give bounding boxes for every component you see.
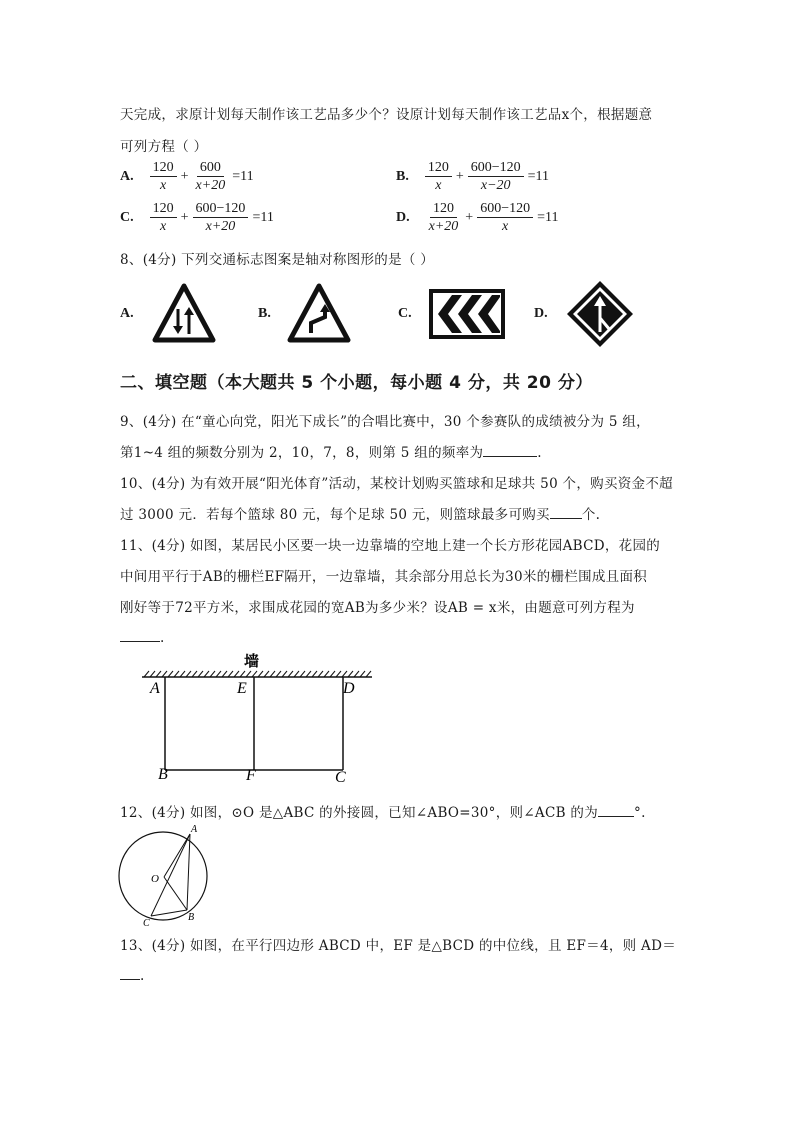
hatch-stroke — [270, 671, 275, 677]
hatch-stroke — [180, 671, 185, 677]
winding-road-sign-icon[interactable] — [287, 283, 351, 343]
q13-line-2: . — [120, 965, 145, 984]
fraction: $\frac{600}{x+20}$ — [195, 160, 226, 193]
q11-line-1: 11、(4分) 如图，某居民小区要一块一边靠墙的空地上建一个长方形花园ABCD，花园的 — [120, 538, 661, 554]
q8-option-d-label[interactable]: D. — [534, 306, 548, 321]
hatch-stroke — [348, 671, 353, 677]
hatch-stroke — [156, 671, 161, 677]
hatch-stroke — [282, 671, 287, 677]
hatch-stroke — [300, 671, 305, 677]
hatch-stroke — [150, 671, 155, 677]
hatch-stroke — [288, 671, 293, 677]
q9-line-2: 第1~4 组的频数分别为 2，10，7，8，则第 5 组的频率为 . — [120, 441, 542, 461]
answer-blank[interactable] — [120, 965, 140, 980]
q9-line-1: 9、(4分) 在“童心向党，阳光下成长”的合唱比赛中，30 个参赛队的成绩被分为 5 组， — [120, 414, 650, 430]
fraction: $\frac{120}{x}$ — [150, 201, 177, 234]
hatch-stroke — [228, 671, 233, 677]
q11-line-2: 中间用平行于AB的栅栏EF隔开，一边靠墙，其余部分用总长为30米的栅栏围成且面积 — [120, 569, 648, 585]
q7-option-a[interactable]: A. $\frac{120}{x}$ + $\frac{600}{x+20}$ =11 — [120, 160, 254, 193]
point-b-label: B — [158, 766, 168, 783]
q10-line-2: 过 3000 元．若每个篮球 80 元，每个足球 50 元，则篮球最多可购买 个. — [120, 503, 600, 523]
q7-option-d[interactable]: D. $\frac{120}{x+20}$ + $\frac{600-120}{x}$ =11 — [396, 201, 559, 234]
hatch-stroke — [198, 671, 203, 677]
hatch-stroke — [246, 671, 251, 677]
q13-line-1: 13、(4分) 如图，在平行四边形 ABCD 中，EF 是△BCD 的中位线，且 EF＝4，则 AD＝ — [120, 938, 677, 954]
hatch-stroke — [360, 671, 365, 677]
fraction: $\frac{120}{x}$ — [150, 160, 177, 193]
q10-line-1: 10、(4分) 为有效开展“阳光体育”活动，某校计划购买篮球和足球共 50 个，购买资金不超 — [120, 476, 673, 492]
hatch-stroke — [336, 671, 341, 677]
point-e-label: E — [237, 680, 247, 697]
hatch-stroke — [192, 671, 197, 677]
q7-option-b[interactable]: B. $\frac{120}{x}$ + $\frac{600-120}{x-20}$ =11 — [396, 160, 550, 193]
wall-label: 墙 — [244, 652, 260, 670]
hatch-stroke — [276, 671, 281, 677]
hatch-stroke — [354, 671, 359, 677]
hatch-stroke — [186, 671, 191, 677]
hatch-stroke — [168, 671, 173, 677]
hatch-stroke — [342, 671, 347, 677]
section-heading: 二、填空题（本大题共 5 个小题，每小题 4 分，共 20 分） — [120, 373, 593, 393]
fraction: $\frac{600-120}{x-20}$ — [468, 160, 524, 193]
q11-line-4: . — [120, 627, 165, 646]
point-a-label: A — [150, 680, 160, 697]
point-c-label: C — [143, 918, 150, 928]
point-b-label: B — [188, 912, 195, 923]
q8-option-b-label[interactable]: B. — [258, 306, 271, 321]
garden-fence-diagram — [140, 650, 380, 790]
hatch-stroke — [174, 671, 179, 677]
point-a-label: A — [191, 824, 198, 835]
hatch-stroke — [144, 671, 149, 677]
chevron-direction-sign-icon[interactable] — [428, 288, 506, 340]
hatch-stroke — [222, 671, 227, 677]
hatch-stroke — [204, 671, 209, 677]
hatch-stroke — [162, 671, 167, 677]
hatch-stroke — [210, 671, 215, 677]
fraction: $\frac{600-120}{x}$ — [477, 201, 533, 234]
q7-option-c[interactable]: C. $\frac{120}{x}$ + $\frac{600-120}{x+20}$ =11 — [120, 201, 274, 234]
answer-blank[interactable] — [483, 442, 537, 457]
hatch-stroke — [240, 671, 245, 677]
point-f-label: F — [246, 767, 256, 784]
q12-text: 12、(4分) 如图，⊙O 是△ABC 的外接圆，已知∠ABO=30°，则∠ACB 的为 °. — [120, 801, 646, 821]
circumcircle-diagram — [115, 820, 215, 928]
q8-stem: 8、(4分) 下列交通标志图案是轴对称图形的是（ ） — [120, 252, 435, 268]
hatch-stroke — [294, 671, 299, 677]
hatch-stroke — [366, 671, 371, 677]
hatch-stroke — [264, 671, 269, 677]
point-d-label: D — [343, 680, 355, 697]
fraction: $\frac{120}{x}$ — [425, 160, 452, 193]
q8-option-c-label[interactable]: C. — [398, 306, 412, 321]
fraction: $\frac{600-120}{x+20}$ — [193, 201, 249, 234]
hatch-stroke — [252, 671, 257, 677]
hatch-stroke — [330, 671, 335, 677]
fraction: $\frac{120}{x+20}$ — [428, 201, 459, 234]
answer-blank[interactable] — [598, 802, 634, 817]
point-c-label: C — [335, 769, 346, 786]
hatch-stroke — [258, 671, 263, 677]
merge-lane-sign-icon[interactable] — [566, 280, 634, 348]
wall-hatching — [144, 671, 371, 677]
hatch-stroke — [318, 671, 323, 677]
q11-line-3: 刚好等于72平方米，求围成花园的宽AB为多少米？设AB = x米，由题意可列方程为 — [120, 600, 635, 616]
q8-option-a-label[interactable]: A. — [120, 306, 134, 321]
hatch-stroke — [312, 671, 317, 677]
hatch-stroke — [216, 671, 221, 677]
answer-blank[interactable] — [120, 627, 160, 642]
q7-line-2: 可列方程（ ） — [120, 139, 208, 155]
hatch-stroke — [306, 671, 311, 677]
q7-line-1: 天完成，求原计划每天制作该工艺品多少个？设原计划每天制作该工艺品x个，根据题意 — [120, 107, 653, 123]
answer-blank[interactable] — [550, 504, 582, 519]
center-o-label: O — [151, 873, 159, 885]
hatch-stroke — [234, 671, 239, 677]
hatch-stroke — [324, 671, 329, 677]
two-way-traffic-sign-icon[interactable] — [152, 283, 216, 343]
